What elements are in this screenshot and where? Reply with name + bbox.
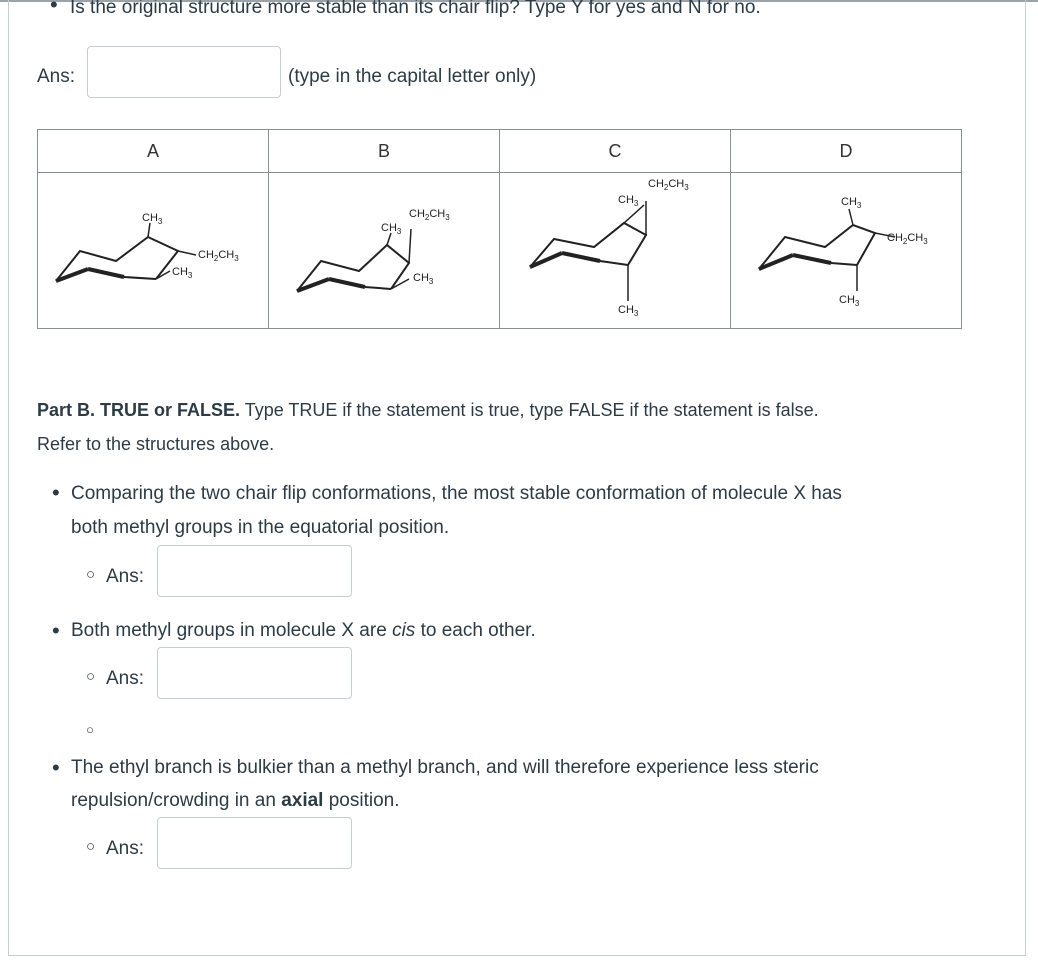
structure-b-cell xyxy=(269,173,500,329)
answer-input-q1[interactable] xyxy=(87,46,281,98)
part-b-title: Part B. TRUE or FALSE. xyxy=(37,400,241,420)
structure-a-cell xyxy=(38,173,269,329)
part-b-instruction-2: Refer to the structures above. xyxy=(37,434,275,454)
circle-bullet: ○ xyxy=(86,668,96,685)
bullet: • xyxy=(52,618,60,643)
statement-1-line1: Comparing the two chair flip conformations, the most stable conformation of molecule X has xyxy=(71,483,842,504)
statement-1-line2: both methyl groups in the equatorial position. xyxy=(71,517,450,538)
header-c: C xyxy=(500,130,731,173)
ans-label: Ans: xyxy=(106,668,145,689)
statement-3-line1: The ethyl branch is bulkier than a methyl branch, and will therefore experience less steric xyxy=(71,757,819,778)
chair-structure-c xyxy=(500,173,730,323)
chair-structure-b xyxy=(269,173,499,323)
ans-hint: (type in the capital letter only) xyxy=(288,66,537,87)
statement-3-line2-bold: axial xyxy=(281,790,324,811)
part-b-intro xyxy=(37,393,1017,427)
statement-3-line2-pre: repulsion/crowding in an xyxy=(71,790,282,811)
header-b: B xyxy=(269,130,500,173)
ans-label: Ans: xyxy=(37,66,76,87)
label-ch2ch3: $CH_2CH_3$ xyxy=(648,178,689,192)
structure-d-cell xyxy=(731,173,962,329)
label-ch2ch3: $CH_2CH_3$ xyxy=(887,232,928,246)
statement-3-line2-post: position. xyxy=(323,790,400,811)
chair-structure-a xyxy=(38,173,268,323)
statement-3-line2 xyxy=(71,785,400,817)
structure-c-cell xyxy=(500,173,731,329)
question-1-text: Is the original structure more stable than its chair flip? Type Y for yes and N for no. xyxy=(70,0,761,18)
chair-structure-d xyxy=(731,173,961,323)
ans-label: Ans: xyxy=(106,838,145,859)
statement-2-post: to each other. xyxy=(415,620,536,641)
label-ch2ch3: $CH_2CH_3$ xyxy=(198,249,239,263)
label-ch3: $CH_3$ xyxy=(618,194,639,208)
label-ch2ch3: $CH_2CH_3$ xyxy=(409,208,450,222)
ans-label: Ans: xyxy=(106,566,145,587)
answer-input-statement-3[interactable] xyxy=(157,817,352,869)
structures-table xyxy=(37,129,962,329)
label-ch3: $CH_3$ xyxy=(142,212,163,226)
bullet: • xyxy=(52,755,60,780)
circle-bullet: ○ xyxy=(86,566,96,583)
label-ch3: $CH_3$ xyxy=(172,266,193,280)
label-ch3: $CH_3$ xyxy=(381,222,402,236)
answer-input-statement-2[interactable] xyxy=(157,647,352,699)
statement-2-text xyxy=(71,615,536,647)
circle-bullet: ○ xyxy=(86,838,96,855)
bullet: • xyxy=(50,0,58,17)
answer-input-statement-1[interactable] xyxy=(157,545,352,597)
label-ch3: $CH_3$ xyxy=(618,304,639,318)
bullet: • xyxy=(52,480,60,505)
label-ch3: $CH_3$ xyxy=(839,294,860,308)
circle-bullet: ○ xyxy=(86,722,94,737)
statement-2-pre: Both methyl groups in molecule X are xyxy=(71,620,393,641)
label-ch3: $CH_3$ xyxy=(413,272,434,286)
statement-2-emph: cis xyxy=(392,620,416,641)
header-d: D xyxy=(731,130,962,173)
label-ch3: $CH_3$ xyxy=(841,196,862,210)
part-b-instruction: Type TRUE if the statement is true, type FALSE if the statement is false. xyxy=(244,400,819,420)
header-a: A xyxy=(38,130,269,173)
